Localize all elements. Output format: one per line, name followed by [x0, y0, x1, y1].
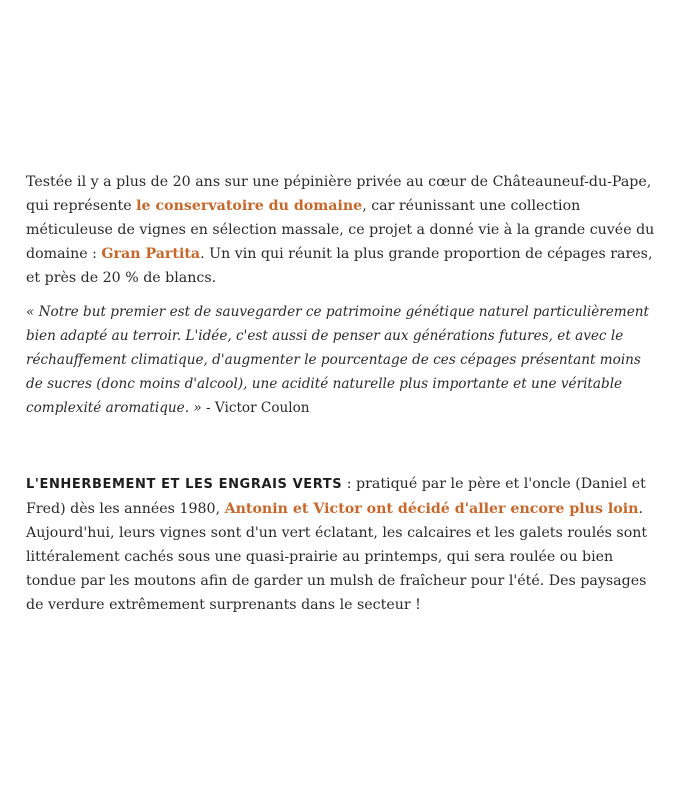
article-body [26, 170, 658, 617]
enherbement-paragraph [26, 472, 658, 617]
section-text-2: . Aujourd'hui, leurs vignes sont d'un vert éclatant, les calcaires et les galets roulés sont littéralement cachés sous une quasi-prairie au printemps, qui sera roulée ou bien tondue par les moutons afin de garder un mulsh de fraîcheur pour l'été. Des paysages de verdure extrêmement surprenants dans le secteur ! [26, 501, 648, 613]
quote-paragraph [26, 300, 658, 420]
quote-text: « Notre but premier est de sauvegarder ce patrimoine génétique naturel particulièrement bien adapté au terroir. L'idée, c'est aussi de penser aux générations futures, et avec le réchauffement climatique, d'augmenter le pourcentage de ces cépages présentant moins de sucres (donc moins d'alcool), une acidité naturelle plus importante et une véritable complexité aromatique. » [26, 304, 649, 416]
intro-text-1: Testée il y a plus de 20 ans sur une pépinière privée au cœur de Châteauneuf-du-Pape, qui représente [26, 174, 652, 214]
section-heading: L'ENHERBEMENT ET LES ENGRAIS VERTS [26, 477, 343, 492]
gran-partita-link[interactable]: Gran Partita [101, 246, 201, 262]
intro-paragraph [26, 170, 658, 290]
conservatoire-link[interactable]: le conservatoire du domaine [136, 198, 363, 214]
section-text-1: : pratiqué par le père et l'oncle (Daniel et Fred) dès les années 1980, [26, 476, 646, 517]
quote-author: - Victor Coulon [201, 400, 310, 416]
antonin-victor-link[interactable]: Antonin et Victor ont décidé d'aller encore plus loin [224, 501, 639, 517]
intro-text-2: , car réunissant une collection méticuleuse de vignes en sélection massale, ce projet a donné vie à la grande cuvée du domaine : [26, 198, 655, 262]
intro-text-3: . Un vin qui réunit la plus grande proportion de cépages rares, et près de 20 % de blancs. [26, 246, 653, 286]
